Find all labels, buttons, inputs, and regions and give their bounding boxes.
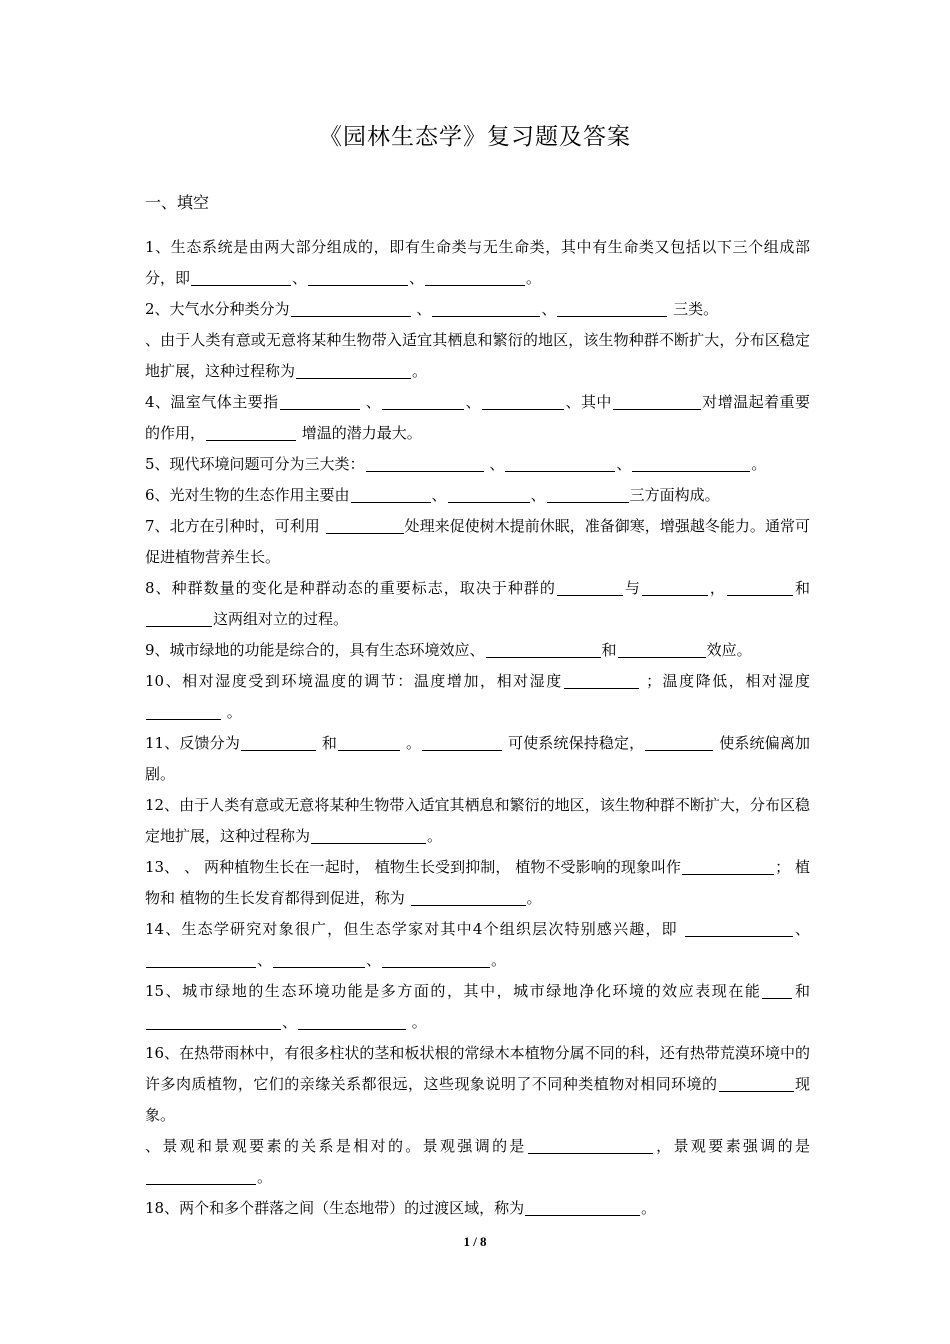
- question-text: ；温度降低，相对湿度: [639, 672, 810, 690]
- question-text: 。: [751, 455, 767, 473]
- question-text: 、: [366, 951, 382, 969]
- answer-blank[interactable]: [762, 980, 792, 999]
- question-text: 使系统偏离加剧。: [145, 734, 810, 783]
- answer-blank[interactable]: [338, 732, 400, 751]
- question-item: [145, 666, 810, 728]
- question-text: 处理来促使树木提前休眠，准备御寒，增强越冬能力。通常可促进植物营养生长。: [145, 517, 810, 566]
- question-item: [145, 852, 810, 914]
- question-item: [145, 573, 810, 635]
- answer-blank[interactable]: [727, 577, 793, 596]
- answer-blank[interactable]: [273, 949, 365, 968]
- answer-blank[interactable]: [296, 360, 411, 379]
- question-text: 18、两个和多个群落之间（生态地带）的过渡区域，称为: [145, 1199, 525, 1217]
- question-item: [145, 480, 810, 511]
- question-text: 。: [526, 889, 542, 907]
- answer-blank[interactable]: [308, 267, 408, 286]
- question-item: [145, 449, 810, 480]
- question-text: 13、 、 两种植物生长在一起时， 植物生长受到抑制， 植物不受影响的现象叫作: [145, 858, 682, 876]
- answer-blank[interactable]: [351, 484, 431, 503]
- answer-blank[interactable]: [557, 298, 667, 317]
- question-item: [145, 976, 810, 1038]
- question-text: 现象。: [145, 1075, 810, 1124]
- question-item: [145, 1038, 810, 1131]
- question-text: 8、种群数量的变化是种群动态的重要标志，取决于种群的: [145, 579, 556, 597]
- question-text: 、: [431, 486, 447, 504]
- question-item: [145, 387, 810, 449]
- question-text: 、由于人类有意或无意将某种生物带入适宜其栖息和繁衍的地区，该生物种群不断扩大，分布区稳定地扩展，这种过程称为: [145, 331, 810, 380]
- question-text: 和: [793, 579, 810, 597]
- question-text: 1、生态系统是由两大部分组成的，即有生命类与无生命类，其中有生命类又包括以下三个组成部分，即: [145, 238, 810, 287]
- answer-blank[interactable]: [564, 670, 639, 689]
- question-text: 4、温室气体主要指: [145, 393, 279, 411]
- question-text: 与: [623, 579, 641, 597]
- answer-blank[interactable]: [422, 732, 502, 751]
- question-item: [145, 728, 810, 790]
- question-text: 、: [530, 486, 546, 504]
- question-text: 6、光对生物的生态作用主要由: [145, 486, 350, 504]
- answer-blank[interactable]: [366, 453, 484, 472]
- question-text: 、: [292, 269, 308, 287]
- answer-blank[interactable]: [191, 267, 291, 286]
- question-text: 对增温起着重要的作用，: [145, 393, 810, 442]
- answer-blank[interactable]: [146, 608, 212, 627]
- question-text: 这两组对立的过程。: [213, 610, 349, 628]
- question-text: 7、北方在引种时，可利用: [145, 517, 325, 535]
- question-text: 12、由于人类有意或无意将某种生物带入适宜其栖息和繁衍的地区，该生物种群不断扩大，分布区稳定地扩展，这种过程称为: [145, 796, 810, 845]
- question-text: 、: [484, 455, 505, 473]
- question-text: 可使系统保持稳定，: [503, 734, 645, 752]
- question-item: [145, 635, 810, 666]
- document-title: 《园林生态学》复习题及答案: [319, 124, 631, 150]
- section-heading: 一、填空: [145, 193, 210, 212]
- question-text: 和: [316, 734, 338, 752]
- answer-blank[interactable]: [311, 825, 426, 844]
- question-text: 10、相对湿度受到环境温度的调节：温度增加，相对湿度: [145, 672, 563, 690]
- question-text: 三方面构成。: [629, 486, 720, 504]
- answer-blank[interactable]: [642, 577, 708, 596]
- question-item: [145, 790, 810, 852]
- question-text: 。: [222, 703, 242, 721]
- answer-blank[interactable]: [486, 639, 601, 658]
- question-text: 和: [793, 982, 810, 1000]
- answer-blank[interactable]: [146, 1166, 256, 1185]
- question-text: 14、生态学研究对象很广，但生态学家对其中4个组织层次特别感兴趣，即: [145, 920, 684, 938]
- question-text: 、: [616, 455, 632, 473]
- question-text: 。: [641, 1199, 657, 1217]
- answer-blank[interactable]: [682, 856, 774, 875]
- answer-blank[interactable]: [280, 391, 360, 410]
- answer-blank[interactable]: [448, 484, 530, 503]
- answer-blank[interactable]: [525, 1197, 640, 1216]
- question-text: 、: [282, 1013, 298, 1031]
- question-text: 三类。: [668, 300, 719, 318]
- answer-blank[interactable]: [685, 918, 793, 937]
- answer-blank[interactable]: [241, 732, 316, 751]
- question-text: 2、大气水分种类分为: [145, 300, 290, 318]
- question-text: 9、城市绿地的功能是综合的，具有生态环境效应、: [145, 641, 485, 659]
- question-text: 16、在热带雨林中，有很多柱状的茎和板状根的常绿木本植物分属不同的科，还有热带荒漠环境中的许多肉质植物，它们的亲缘关系都很远，这些现象说明了不同种类植物对相同环境的: [145, 1044, 810, 1093]
- question-item: [145, 325, 810, 387]
- question-text: 、景观和景观要素的关系是相对的。景观强调的是: [145, 1137, 527, 1155]
- question-item: [145, 232, 810, 294]
- question-text: 、: [541, 300, 557, 318]
- question-text: 效应。: [706, 641, 752, 659]
- question-text: 。: [257, 1168, 273, 1186]
- question-text: ，: [708, 579, 726, 597]
- question-item: [145, 914, 810, 976]
- question-item: [145, 1131, 810, 1193]
- question-text: 、: [793, 920, 810, 938]
- question-text: 、: [257, 951, 273, 969]
- question-item: [145, 294, 810, 325]
- answer-blank[interactable]: [326, 515, 404, 534]
- answer-blank[interactable]: [146, 949, 256, 968]
- question-text: 。: [412, 362, 428, 380]
- question-text: 、: [411, 300, 432, 318]
- answer-blank[interactable]: [382, 391, 464, 410]
- question-text: 。: [401, 734, 422, 752]
- question-item: [145, 1193, 810, 1224]
- question-text: 11、反馈分为: [145, 734, 240, 752]
- question-list: [145, 232, 810, 1224]
- answer-blank[interactable]: [206, 422, 296, 441]
- question-text: 15、城市绿地的生态环境功能是多方面的，其中，城市绿地净化环境的效应表现在能: [145, 982, 762, 1000]
- question-text: ，景观要素强调的是: [653, 1137, 810, 1155]
- question-text: 、: [465, 393, 482, 411]
- answer-blank[interactable]: [291, 298, 411, 317]
- answer-blank[interactable]: [146, 701, 221, 720]
- answer-blank[interactable]: [632, 453, 750, 472]
- answer-blank[interactable]: [547, 484, 629, 503]
- question-text: 和: [601, 641, 617, 659]
- answer-blank[interactable]: [528, 1135, 653, 1154]
- question-text: 。: [526, 269, 542, 287]
- question-text: 。: [407, 1013, 427, 1031]
- question-text: 。: [491, 951, 507, 969]
- answer-blank[interactable]: [482, 391, 564, 410]
- answer-blank[interactable]: [719, 1073, 794, 1092]
- answer-blank[interactable]: [146, 1011, 281, 1030]
- question-item: [145, 511, 810, 573]
- question-text: 、其中: [565, 393, 612, 411]
- question-text: ； 植物和 植物的生长发育都得到促进，称为: [145, 858, 810, 907]
- answer-blank[interactable]: [645, 732, 713, 751]
- answer-blank[interactable]: [618, 639, 706, 658]
- page-number: 1 / 8: [463, 1234, 487, 1249]
- answer-blank[interactable]: [432, 298, 540, 317]
- answer-blank[interactable]: [382, 949, 490, 968]
- answer-blank[interactable]: [505, 453, 615, 472]
- answer-blank[interactable]: [557, 577, 623, 596]
- answer-blank[interactable]: [613, 391, 701, 410]
- question-text: 、: [360, 393, 382, 411]
- question-text: 、: [409, 269, 425, 287]
- answer-blank[interactable]: [425, 267, 525, 286]
- question-text: 5、现代环境问题可分为三大类：: [145, 455, 365, 473]
- question-text: 增温的潜力最大。: [297, 424, 422, 442]
- answer-blank[interactable]: [411, 887, 526, 906]
- answer-blank[interactable]: [298, 1011, 406, 1030]
- question-text: 。: [427, 827, 443, 845]
